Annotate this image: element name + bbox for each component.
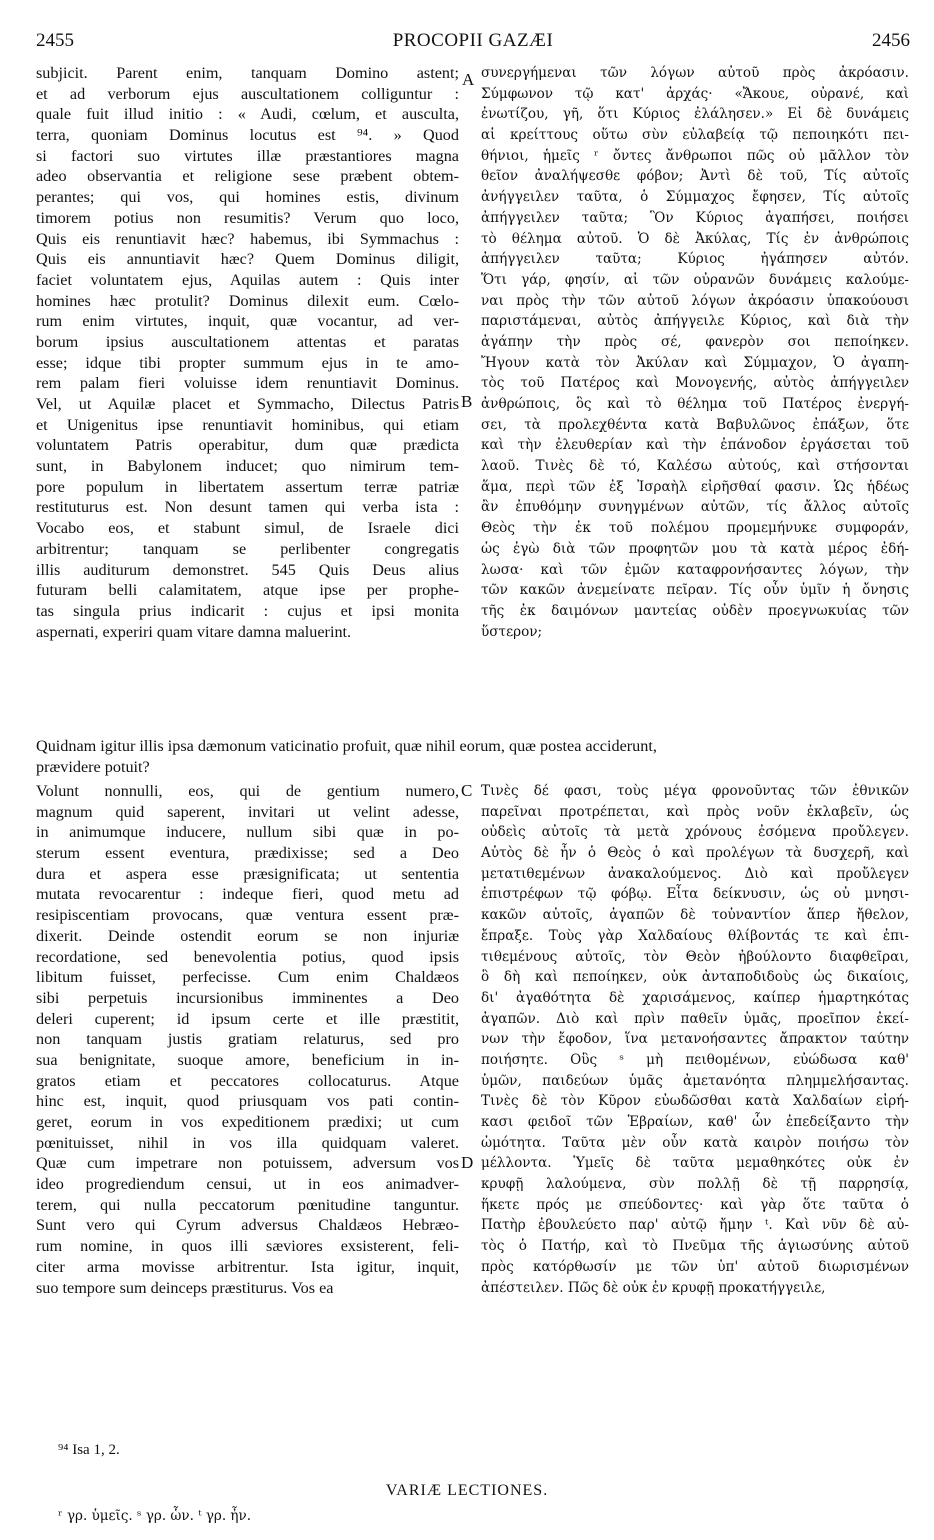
greek-text-line: ἀνθρώποις, ὃς καὶ τὸ θέλημα τοῦ Πατέρος ἐνεργή- xyxy=(481,396,909,412)
page-header xyxy=(36,26,910,58)
latin-text-line: si factori suo virtutes illæ præstantiores magna xyxy=(36,146,459,165)
latin-text-line: restituturus est. Non desunt tamen qui verba ista : xyxy=(36,498,459,517)
greek-text-line: νων τὴν ἔφοδον, ἵνα μετανοήσαντες ἄπρακτον ταύτην xyxy=(481,1031,909,1048)
running-title: PROCOPII GAZÆI xyxy=(392,30,554,51)
latin-column-top xyxy=(36,63,459,642)
latin-text-line: pore populum in libertatem assertum terræ patriæ xyxy=(36,477,459,496)
latin-text-line: suo tempore sum deinceps præstiturus. Vos ea xyxy=(36,1278,334,1297)
latin-text-line: rum enim virtutes, inquit, quæ vocantur, ad ver- xyxy=(36,312,459,331)
greek-text-line: δι' ἀγαθότητα δὲ χαρισάμενος, καίπερ ἡμαρτηκότας xyxy=(481,989,909,1006)
greek-text-line: θήνιοι, ἡμεῖς ʳ ὄντες ἄνθρωποι πῶς οὐ μᾶλλον τὸν xyxy=(481,147,909,164)
footnote: ⁹⁴ Isa 1, 2. xyxy=(58,1442,120,1458)
latin-text-line: non tanquam justis gratiam relaturus, sed pro xyxy=(36,1030,459,1049)
latin-text-line: sibi perpetuis incursionibus imminentes a Deo xyxy=(36,988,459,1007)
variae-lectiones-title: VARIÆ LECTIONES. xyxy=(385,1482,549,1499)
latin-text-line: Quæ cum impetrare non potuissem, adversum vos xyxy=(36,1154,459,1173)
latin-text-line: hinc est, inquit, quod priusquam vos pati contin- xyxy=(36,1092,459,1111)
greek-text-line: ποιήσητε. Οὓς ˢ μὴ πειθομένων, εὐώδωσα καθ' xyxy=(481,1051,909,1068)
greek-text-line: Σύμφωνον τῷ κατ' ἀρχάς· «Ἄκουε, οὐρανέ, καὶ xyxy=(481,85,909,102)
greek-text-line: λαοῦ. Τινὲς δὲ τό, Καλέσω αὐτούς, καὶ στήσονται xyxy=(481,458,909,475)
latin-text-line: illis auditurum demonstret. 545 Quis Deus alius xyxy=(36,560,459,579)
greek-text-line: ὕστερον; xyxy=(481,623,543,640)
greek-text-line: ἔπραξε. Τοὺς γὰρ Χαλδαίους θλίβοντάς τε καὶ ἐπι- xyxy=(481,927,909,944)
greek-text-line: ὑμῶν, παιδεύων ὑμᾶς ἀμετανόητα πλημμελήσαντας. xyxy=(481,1072,909,1089)
greek-text-line: σει, τὰ προλεχθέντα κατὰ Βαβυλῶνος ἐπάξων, ὅτε xyxy=(481,416,909,433)
latin-text-line: rem palam fieri voluisse idem renuntiavit Dominus. xyxy=(36,374,459,393)
greek-text-line: ἀπέστειλεν. Πῶς δὲ οὐκ ἐν κρυφῇ προκατήγγειλε, xyxy=(481,1279,826,1296)
greek-text-line: αἱ κρείττους οὕτω σὺν εὐλαβείᾳ τῷ πεποιηκότι πει- xyxy=(481,127,909,144)
latin-text-line: magnum quid saperent, invitari ut velint adesse, xyxy=(36,802,459,821)
greek-text-line: ἐνωτίζου, γῆ, ὅτι Κύριος ἐλάλησεν.» Εἰ δὲ δυνάμεις xyxy=(481,106,909,123)
margin-marker-d: D xyxy=(461,1153,474,1172)
greek-text-line: Τινὲς δὲ τὸν Κῦρον εὐωδῶσθαι κατὰ Χαλδαίων εἰρή- xyxy=(481,1093,909,1110)
greek-text-line: ἀγάπην τὴν πρὸς σέ, φανερὸν σοι πεποίηκεν. xyxy=(481,333,909,350)
greek-text-line: κρυφῇ λαλούμενα, σὺν πολλῇ δὲ τῇ παρρησίᾳ, xyxy=(481,1176,909,1193)
latin-text-line: Sunt vero qui Cyrum adversus Chaldæos Hebræo- xyxy=(36,1216,459,1235)
greek-text-line: Ὅτι γάρ, φησίν, αἱ τῶν οὐρανῶν δυνάμεις καλούμε- xyxy=(481,271,909,288)
latin-text-line: dixerit. Deinde ostendit eorum se non injuriæ xyxy=(36,926,459,945)
greek-text-line: τὸς ὁ Πατήρ, καὶ τὸ Πνεῦμα τῆς ἁγιωσύνης αὐτοῦ xyxy=(481,1238,909,1255)
greek-text-line: οὐδεὶς αὐτοῖς τὰ μετὰ χρόνους ἐσόμενα προὔλεγεν. xyxy=(481,824,909,841)
greek-text-line: ἀνήγγειλεν ταῦτα, ὁ Σύμμαχος ἔφησεν, Τίς αὐτοῖς xyxy=(481,189,909,206)
greek-text-line: μετατιθεμένων ἀνακαλούμενος. Διὸ καὶ προὔλεγεν xyxy=(481,865,909,882)
greek-text-line: ἀπήγγειλεν ταῦτα; Ὃν Κύριος ἀγαπήσει, ποιήσει xyxy=(481,209,909,226)
latin-text-line: homines hæc protulit? Dominus dilexit eum. Cœlo- xyxy=(36,291,459,310)
greek-text-line: λωσα· καὶ τῶν ἐμῶν καταφρονήσαντες λόγων, τὴν xyxy=(481,561,909,578)
greek-text-line: τιθεμένους αὐτοῖς, τὸν Θεὸν ἠβούλοντο διαφθεῖραι, xyxy=(481,948,909,965)
latin-text-line: libitum fuisset, perfecisse. Cum enim Chaldæos xyxy=(36,968,459,987)
latin-text-line: et ad verborum ejus auscultationem colliguntur : xyxy=(36,84,459,103)
latin-text-line: ideo progrediendum censui, ut in eos animadver- xyxy=(36,1175,459,1194)
greek-text-line: τὸς τοῦ Πατέρος καὶ Μονογενής, αὐτὸς ἀπήγγειλεν xyxy=(481,375,909,392)
greek-text-line: κασι φειδοῖ τῶν Ἑβραίων, καθ' ὧν ἐπεδείξαντο τὴν xyxy=(481,1114,909,1130)
latin-text-line: timorem potius non resumitis? Verum quo loco, xyxy=(36,208,459,227)
latin-text-line: Vel, ut Aquilæ placet et Symmacho, Dilectus Patris xyxy=(36,395,459,413)
greek-text-line: Ἤγουν κατὰ τὸν Ἀκύλαν καὶ Σύμμαχον, Ὁ ἀγαπη- xyxy=(481,354,909,371)
margin-marker-c: C xyxy=(461,781,473,800)
greek-text-line: μέλλοντα. Ὑμεῖς δὲ ταῦτα μεμαθηκότες οὐκ ἐν xyxy=(481,1155,909,1172)
latin-text-line: adeo observantia et religione sese præbent obtem- xyxy=(36,167,459,186)
latin-text-line: in animumque inducere, nullum sibi quæ in po- xyxy=(36,823,459,842)
greek-text-line: τῆς ἐκ δαιμόνων μαντείας οὐδὲν προεγνωκυίας τῶν xyxy=(481,602,909,619)
latin-column-bottom xyxy=(36,781,459,1298)
greek-text-line: πρὸς κατόρθωσίν με τῶν ὑπ' αὐτοῦ διωρισμένων xyxy=(481,1258,909,1275)
bridge-line-2: prævidere potuit? xyxy=(36,758,150,776)
latin-text-line: Quis eis annuntiavit hæc? Quem Dominus diligit, xyxy=(36,250,459,269)
latin-text-line: Quis eis renuntiavit hæc? habemus, ibi Symmachus : xyxy=(36,229,459,248)
latin-text-line: rum nomine, in quos illi sæviores exsisterent, feli- xyxy=(36,1237,459,1256)
greek-text-line: ἀπήγγειλεν ταῦτα; Κύριος ἠγάπησεν αὐτόν. xyxy=(481,251,909,268)
latin-text-line: terra, quoniam Dominus locutus est ⁹⁴. » Quod xyxy=(36,126,459,145)
latin-text-line: esse; idque tibi propter summum ejus in te amo- xyxy=(36,353,459,372)
page-number-left: 2455 xyxy=(36,30,74,51)
greek-text-line: ἥκετε πρός με σπεύδοντες· καὶ γὰρ ὅτε ταῦτα ὁ xyxy=(481,1196,909,1213)
latin-text-line: mutata revocarentur : indeque fieri, quod metu ad xyxy=(36,885,459,904)
latin-text-line: geret, eorum in vos expeditionem prædixi; ut cum xyxy=(36,1113,459,1131)
greek-text-line: καὶ τὴν ἐλευθερίαν καὶ τὴν ἐπάνοδον ἐργάσεται τοῦ xyxy=(481,437,909,454)
greek-text-line: κακῶν αὐτοῖς, ἀγαπῶν δὲ τοὐναντίον ἅπερ ἤθελον, xyxy=(481,907,909,924)
greek-text-line: τὸ θέλημα αὐτοῦ. Ὁ δὲ Ἀκύλας, Τίς ἐν ἀνθρώποις xyxy=(481,230,909,247)
latin-text-line: terem, qui nulla peccatorum pœnitudine tanguntur. xyxy=(36,1195,459,1214)
latin-text-line: quale fuit illud initio : « Audi, cœlum, et ausculta, xyxy=(36,105,459,124)
greek-text-line: ὠμότητα. Ταῦτα μὲν οὖν κατὰ καιρὸν ποιήσω τὸν xyxy=(481,1134,909,1151)
greek-column-top xyxy=(481,63,909,642)
latin-text-line: borum ipsius auscultationem attentas et paratas xyxy=(36,332,459,351)
latin-text-line: sterum essent eventura, prædixisse; sed a Deo xyxy=(36,844,459,863)
greek-text-line: ὡς ἐγὼ διὰ τῶν προφητῶν μου τὰ κατὰ μέρος ἐδή- xyxy=(481,540,909,557)
latin-text-line: Volunt nonnulli, eos, qui de gentium numero, xyxy=(36,782,459,800)
bridge-line: Quidnam igitur illis ipsa dæmonum vaticinatio profuit, quæ nihil eorum, quæ postea acciderunt, xyxy=(36,737,657,755)
latin-text-line: arbitrentur; tanquam se perlibenter congregatis xyxy=(36,539,459,558)
greek-text-line: Θεὸς τὴν ἐκ τοῦ πολέμου προμεμήνυκε συμφοράν, xyxy=(481,520,909,537)
greek-text-line: ναι πρὸς τὴν τῶν αὐτοῦ λόγων ἀκρόασιν ὑπακούουσι xyxy=(481,292,909,309)
latin-text-line: sunt, in Babylonem inducet; quo nimirum tem- xyxy=(36,457,459,476)
latin-text-line: sua benignitate, suoque amore, beneficium in in- xyxy=(36,1050,459,1069)
margin-marker-a: A xyxy=(462,70,475,89)
margin-marker-b: B xyxy=(461,392,473,411)
greek-text-line: Αὐτὸς δὲ ἦν ὁ Θεὸς ὁ καὶ προλέγων τὰ δυσχερῆ, καὶ xyxy=(481,845,909,862)
latin-text-line: Vocabo eos, et stabunt simul, de Israele dici xyxy=(36,519,459,538)
latin-text-line: pœnituisset, nihil in vos illa quidquam valeret. xyxy=(36,1133,459,1152)
latin-text-line: citer arma movisse arbitrentur. Ista igitur, inquit, xyxy=(36,1257,459,1276)
greek-text-line: ἀγαπῶν. Διὸ καὶ πρὶν παθεῖν ὑμᾶς, προεῖπον ἐκεί- xyxy=(481,1010,909,1027)
latin-text-line: aspernati, experiri quam vitare damna maluerint. xyxy=(36,622,352,641)
latin-text-line: et Unigenitus ipse renuntiavit hominibus, qui etiam xyxy=(36,415,459,434)
latin-text-line: resipiscentiam provocans, quæ ventura essent præ- xyxy=(36,906,459,925)
greek-text-line: συνεργήμεναι τῶν λόγων αὐτοῦ πρὸς ἀκρόασιν. xyxy=(481,65,909,81)
latin-text-line: faciet voluntatem ejus, Aquilas autem : Quis inter xyxy=(36,270,459,289)
latin-text-line: futuram belli calamitatem, atque ipse per prophe- xyxy=(36,581,459,600)
page-number-right: 2456 xyxy=(872,30,910,51)
variae-lectiones: ʳ γρ. ὑμεῖς. ˢ γρ. ὧν. ᵗ γρ. ἦν. xyxy=(58,1508,251,1524)
greek-text-line: ἂν ἐπυθόμην συνηγμένων αὐτῶν, τίς ἄλλος αὐτοῖς xyxy=(481,499,909,516)
latin-text-line: recordatione, sed benevolentia potius, quod ipsis xyxy=(36,947,459,966)
latin-text-line: subjicit. Parent enim, tanquam Domino astent; xyxy=(36,64,459,82)
greek-text-line: ἐπιστρέφων τῷ φόβῳ. Εἶτα δείκνυσιν, ὡς οὐ μνησι- xyxy=(481,886,909,903)
latin-text-line: tas singula prius indicarit : cujus et ipsi monita xyxy=(36,601,459,620)
greek-text-line: τῶν κακῶν ἀνεμείνατε πεῖραν. Τίς οὖν ὑμῖν ἡ ὄνησις xyxy=(481,582,909,599)
latin-text-line: deleri cuperent; id ipsum certe et ille præstitit, xyxy=(36,1009,459,1028)
latin-text-line: gratos etiam et peccatores collocaturus. Atque xyxy=(36,1071,459,1090)
greek-text-line: παριστάμεναι, αὐτὸς ἀπήγγειλε Κύριος, καὶ διὰ τὴν xyxy=(481,313,909,330)
latin-text-line: perantes; qui vos, qui homines estis, divinum xyxy=(36,188,459,207)
latin-text-line: voluntatem Patris operabitur, dum quæ prædicta xyxy=(36,436,459,455)
greek-column-bottom xyxy=(481,781,909,1298)
greek-text-line: παρεῖναι προτρέπεται, καὶ πρὸς νοῦν ἐκλαβεῖν, ὡς xyxy=(481,803,909,820)
greek-text-line: θεῖον ἀναλήψεσθε φόβον; Ἀντὶ δὲ τοῦ, Τίς αὐτοῖς xyxy=(481,168,909,185)
greek-text-line: Πατὴρ ἐβουλεύετο παρ' αὐτῷ ἤμην ᵗ. Καὶ νῦν δὲ αὐ- xyxy=(481,1217,909,1234)
latin-text-line: dura et aspera esse præsignificata; ut sententia xyxy=(36,864,459,883)
greek-text-line: ὃ δὴ καὶ πεποίηκεν, οὐκ ἀνταποδιδοὺς ὡς δικαίοις, xyxy=(481,969,909,986)
greek-text-line: Τινὲς δέ φασι, τοὺς μέγα φρονοῦντας τῶν ἐθνικῶν xyxy=(481,783,909,799)
greek-text-line: ἅμα, περὶ τῶν ἐξ Ἰσραὴλ εἰρῆσθαί φασιν. Ὡς ἡδέως xyxy=(481,478,909,495)
